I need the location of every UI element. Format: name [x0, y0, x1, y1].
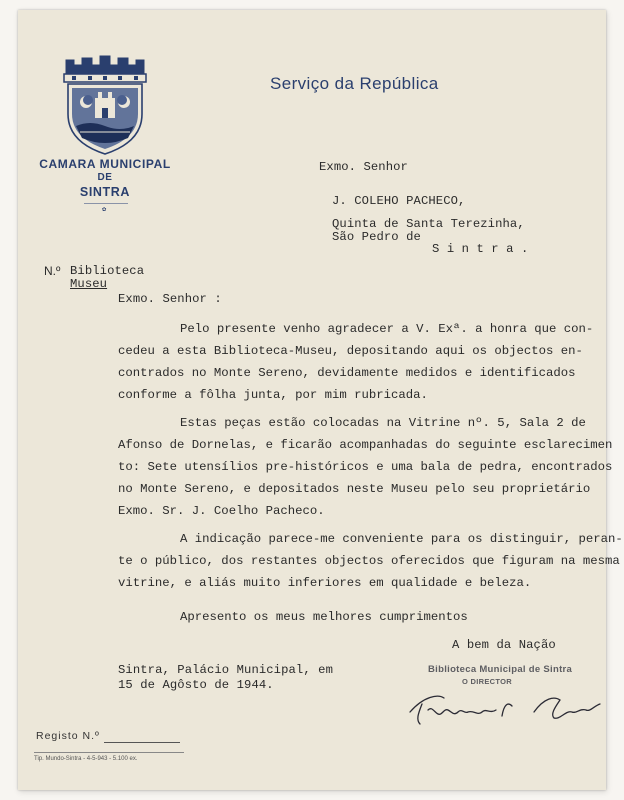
body-line: no Monte Sereno, e depositados neste Museu pelo seu proprietário: [118, 482, 591, 496]
body-line: contrados no Monte Sereno, devidamente medidos e identificados: [118, 366, 576, 380]
coat-of-arms-icon: [58, 52, 152, 156]
letter-greeting: Exmo. Senhor :: [118, 292, 222, 306]
stamp-line2: O DIRECTOR: [462, 677, 512, 686]
ornament-icon: ✿: [102, 206, 107, 214]
registo-label: Registo N.º: [36, 730, 100, 742]
body-line: Pelo presente venho agradecer a V. Exª. a honra que con-: [180, 322, 594, 336]
printer-credit: Tip. Mundo-Sintra - 4-5-943 - 5.100 ex.: [34, 756, 138, 762]
body-line: cedeu a esta Biblioteca-Museu, depositando aqui os objectos en-: [118, 344, 583, 358]
body-line: A indicação parece-me conveniente para os distinguir, peran-: [180, 532, 623, 546]
body-line: te o público, dos restantes objectos oferecidos que figuram na mesma: [118, 554, 620, 568]
ref-number-label: N.º: [44, 264, 61, 278]
recipient-name: J. COLEHO PACHECO,: [332, 194, 466, 208]
stamp-line1: Biblioteca Municipal de Sintra: [428, 664, 573, 675]
body-line: Exmo. Sr. J. Coelho Pacheco.: [118, 504, 325, 518]
org-divider: [84, 203, 128, 204]
recipient-address-line2: São Pedro de: [332, 230, 421, 244]
letterhead-title: Serviço da República: [270, 74, 439, 93]
body-line: vitrine, e aliás muito inferiores em qualidade e beleza.: [118, 576, 532, 590]
recipient-salutation: Exmo. Senhor: [319, 160, 408, 174]
signature-icon: [404, 690, 604, 730]
body-line: Apresento os meus melhores cumprimentos: [180, 610, 468, 624]
body-line: Afonso de Dornelas, e ficarão acompanhadas do seguinte esclarecimen: [118, 438, 613, 452]
body-line: Estas peças estão colocadas na Vitrine nº. 5, Sala 2 de: [180, 416, 586, 430]
org-name-line1: CAMARA MUNICIPAL: [39, 157, 171, 171]
org-name-line2: DE: [97, 172, 113, 183]
footer-divider: [34, 752, 184, 753]
body-line: conforme a fôlha junta, por mim rubricada.: [118, 388, 428, 402]
closing: A bem da Nação: [452, 638, 556, 652]
ref-line1: Biblioteca: [70, 264, 145, 278]
body-line: to: Sete utensílios pre-históricos e uma bala de pedra, encontrados: [118, 460, 613, 474]
ref-line2: Museu: [70, 277, 108, 291]
recipient-town: S i n t r a .: [432, 242, 529, 256]
recipient-address-line1: Quinta de Santa Terezinha,: [332, 217, 525, 231]
org-name-line3: SINTRA: [79, 185, 131, 199]
registo-line: [104, 742, 180, 743]
place-line1: Sintra, Palácio Municipal, em: [118, 663, 333, 677]
place-line2: 15 de Agôsto de 1944.: [118, 678, 274, 692]
